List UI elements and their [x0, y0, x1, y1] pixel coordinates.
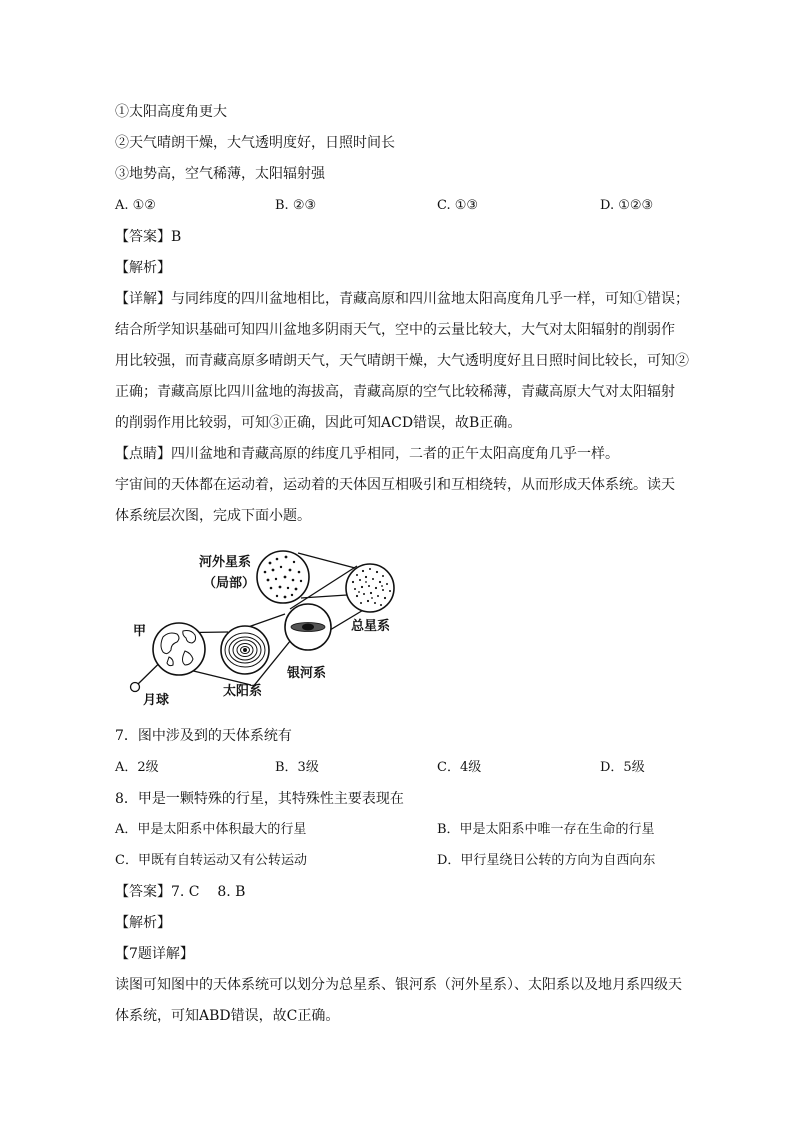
q8-choice-c: C．甲既有自转运动又有公转运动: [115, 853, 307, 868]
q7-choice-b: B．3级: [275, 760, 319, 775]
label-moon: 月球: [143, 693, 170, 708]
q7-detail-line: 读图可知图中的天体系统可以划分为总星系、银河系（河外星系）、太阳系以及地月系四级天: [115, 977, 682, 993]
q6-choice-b: B. ②③: [275, 198, 317, 213]
q8-choice-a: A．甲是太阳系中体积最大的行星: [115, 822, 307, 837]
q6-answer: 【答案】B: [115, 229, 182, 245]
q7-detail-line: 体系统，可知ABD错误，故C正确。: [115, 1008, 340, 1024]
q6-tip: 【点睛】四川盆地和青藏高原的纬度几乎相同，二者的正午太阳高度角几乎一样。: [115, 446, 619, 462]
q6-detail-line: 正确；青藏高原比四川盆地的海拔高，青藏高原的空气比较稀薄，青藏高原大气对太阳辐射: [115, 384, 675, 400]
q6-detail-line: 用比较强，而青藏高原多晴朗天气，天气晴朗干燥，大气透明度好且日照时间比较长，可知②: [115, 353, 689, 369]
q6-detail-line: 结合所学知识基础可知四川盆地多阴雨天气，空中的云量比较大，大气对太阳辐射的削弱作: [115, 322, 675, 338]
label-jia: 甲: [133, 624, 147, 639]
q6-analysis-label: 【解析】: [115, 260, 171, 276]
q7-choice-d: D．5级: [600, 760, 645, 775]
solar-system-circle: [221, 626, 269, 674]
earth-globe: [153, 623, 205, 675]
q6-detail-line: 的削弱作用比较弱，可知③正确，因此可知ACD错误，故B正确。: [115, 415, 522, 431]
intro-line: 体系统层次图，完成下面小题。: [115, 508, 311, 524]
q6-choice-c: C. ①③: [437, 198, 479, 213]
moon-dot: [131, 683, 140, 692]
statement-1: ①太阳高度角更大: [115, 104, 227, 120]
q6-detail-line: 【详解】与同纬度的四川盆地相比，青藏高原和四川盆地太阳高度角几乎一样，可知①错误；: [115, 291, 689, 307]
label-milky-way: 银河系: [287, 666, 327, 681]
celestial-system-diagram: [125, 543, 415, 718]
statement-3: ③地势高，空气稀薄，太阳辐射强: [115, 166, 325, 182]
q7-choice-a: A．2级: [115, 760, 159, 775]
label-partial: （局部）: [203, 576, 256, 591]
label-extragalactic: 河外星系: [199, 555, 252, 570]
label-total-galaxy: 总星系: [351, 619, 391, 634]
q7-choice-c: C．4级: [437, 760, 482, 775]
total-galaxy-circle: [346, 564, 394, 612]
answers-7-8: 【答案】7. C 8. B: [115, 884, 246, 900]
q7-detail-title: 【7题详解】: [115, 946, 194, 962]
q6-choice-d: D. ①②③: [600, 198, 654, 213]
q8-choice-b: B．甲是太阳系中唯一存在生命的行星: [437, 822, 655, 837]
statement-2: ②天气晴朗干燥，大气透明度好，日照时间长: [115, 135, 395, 151]
extragalactic-galaxy-circle: [257, 551, 309, 603]
q7-stem: 7．图中涉及到的天体系统有: [115, 728, 292, 744]
analysis-label-2: 【解析】: [115, 915, 171, 931]
q6-choice-a: A. ①②: [115, 198, 156, 213]
label-solar-system: 太阳系: [223, 684, 263, 699]
milky-way-circle: [285, 604, 331, 650]
intro-line: 宇宙间的天体都在运动着，运动着的天体因互相吸引和互相绕转，从而形成天体系统。读天: [115, 477, 675, 493]
q8-stem: 8．甲是一颗特殊的行星，其特殊性主要表现在: [115, 791, 404, 807]
q8-choice-d: D．甲行星绕日公转的方向为自西向东: [437, 853, 656, 868]
